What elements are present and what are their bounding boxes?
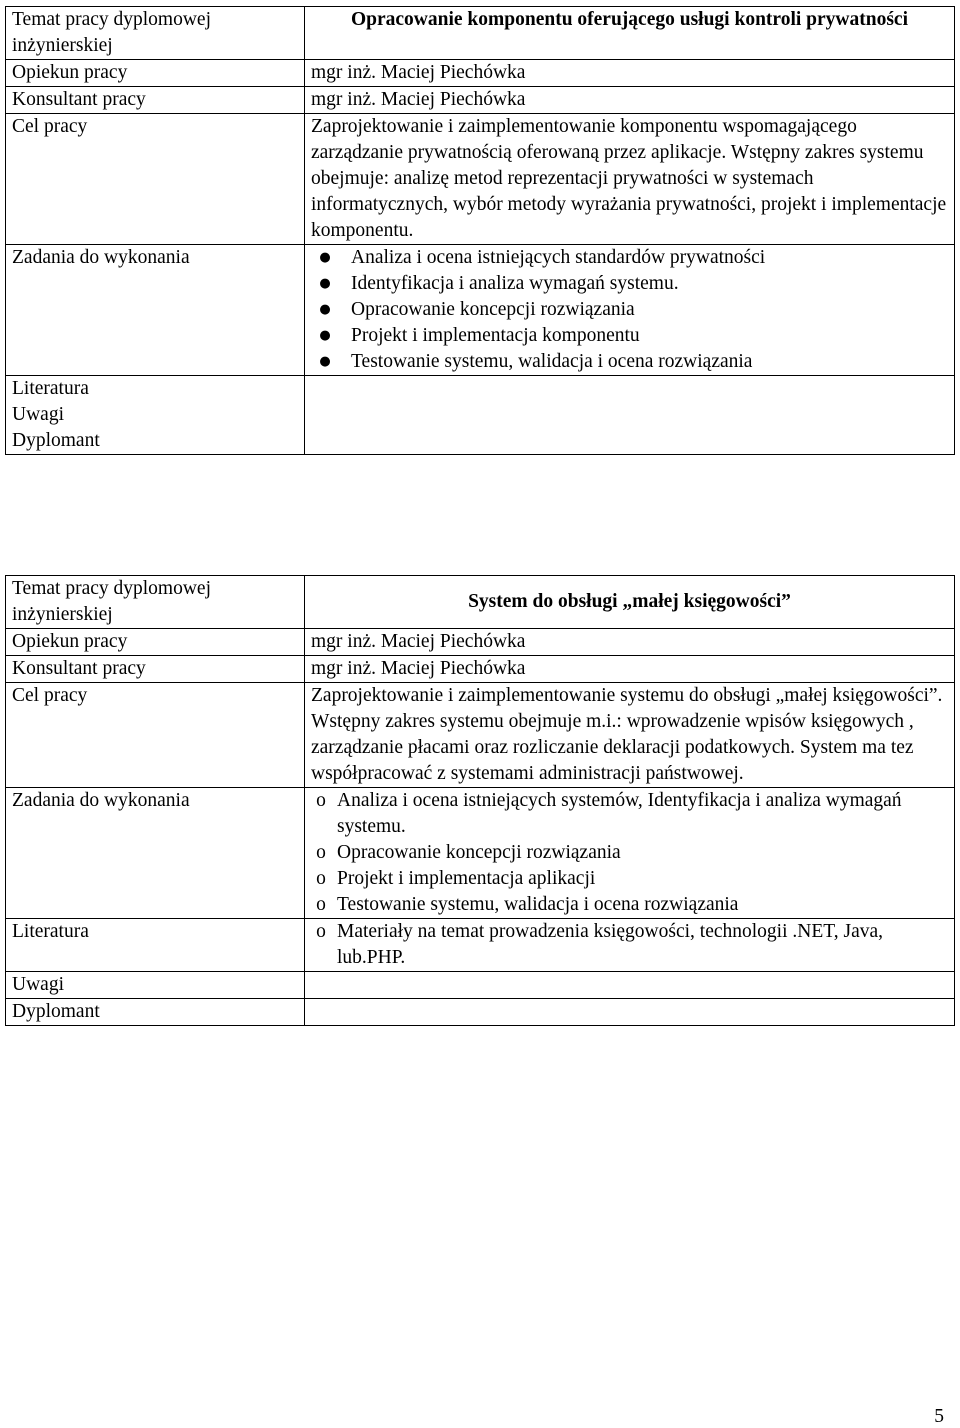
label-dyplomant: Dyplomant: [12, 430, 100, 451]
bullet-icon: ●: [319, 276, 331, 291]
label-dyplomant: Dyplomant: [6, 999, 305, 1026]
value-temat: [305, 576, 955, 629]
list-item: ● Analiza i ocena istniejących standardów prywatności: [311, 245, 948, 271]
literature-list: [311, 919, 948, 971]
label-temat: Temat pracy dyplomowej inżynierskiej: [6, 7, 305, 60]
thesis-title: Opracowanie komponentu oferującego usługi kontroli prywatności: [350, 9, 909, 30]
value-cel: Zaprojektowanie i zaimplementowanie komponentu wspomagającego zarządzanie prywatnością oferowaną przez aplikacje. Wstępny zakres systemu obejmuje: analizę metod reprezentacji prywatności w systemach informatycznych, wybór metody wyrażania prywatności, projekt i implementacje komponentu.: [305, 114, 955, 245]
value-opiekun: mgr inż. Maciej Piechówka: [305, 60, 955, 87]
list-item: ● Projekt i implementacja komponentu: [311, 323, 948, 349]
value-konsultant: mgr inż. Maciej Piechówka: [305, 87, 955, 114]
row-zadania: [6, 788, 955, 919]
row-uwagi: [6, 972, 955, 999]
row-cel: [6, 114, 955, 245]
value-zadania: [305, 788, 955, 919]
value-dyplomant: [305, 999, 955, 1026]
label-cel: Cel pracy: [6, 114, 305, 245]
label-zadania: Zadania do wykonania: [6, 788, 305, 919]
label-literatura: Literatura: [12, 378, 89, 399]
row-literatura: [6, 919, 955, 972]
thesis-table-1: [5, 6, 955, 455]
value-literatura: [305, 919, 955, 972]
list-marker: o: [316, 842, 326, 863]
label-literatura: Literatura: [6, 919, 305, 972]
label-uwagi: Uwagi: [12, 404, 64, 425]
list-item: o Opracowanie koncepcji rozwiązania: [311, 840, 948, 866]
label-temat: Temat pracy dyplomowej inżynierskiej: [6, 576, 305, 629]
row-temat: [6, 7, 955, 60]
list-item: ● Identyfikacja i analiza wymagań systemu.: [311, 271, 948, 297]
list-item: ● Opracowanie koncepcji rozwiązania: [311, 297, 948, 323]
thesis-title: System do obsługi „małej księgowości”: [468, 591, 791, 612]
row-temat: [6, 576, 955, 629]
value-zadania: [305, 245, 955, 376]
label-uwagi: Uwagi: [6, 972, 305, 999]
label-cel: Cel pracy: [6, 683, 305, 788]
bullet-icon: ●: [319, 250, 331, 265]
bullet-icon: ●: [319, 328, 331, 343]
bullet-icon: ●: [319, 354, 331, 369]
row-konsultant: [6, 656, 955, 683]
value-konsultant: mgr inż. Maciej Piechówka: [305, 656, 955, 683]
label-zadania: Zadania do wykonania: [6, 245, 305, 376]
row-cel: [6, 683, 955, 788]
label-konsultant: Konsultant pracy: [6, 656, 305, 683]
task-list: [311, 788, 948, 918]
list-marker: o: [316, 868, 326, 889]
row-konsultant: [6, 87, 955, 114]
value-cel: Zaprojektowanie i zaimplementowanie systemu do obsługi „małej księgowości”. Wstępny zakres systemu obejmuje m.i.: wprowadzenie wpisów księgowych , zarządzanie płacami oraz rozliczanie deklaracji podatkowych. System ma tez współpracować z systemami administracji państwowej.: [305, 683, 955, 788]
value-literatura: [305, 376, 955, 455]
list-marker: o: [316, 894, 326, 915]
list-marker: o: [316, 921, 326, 942]
list-item: ● Testowanie systemu, walidacja i ocena rozwiązania: [311, 349, 948, 375]
list-marker: o: [316, 790, 326, 811]
bullet-icon: ●: [319, 302, 331, 317]
page-number: 5: [934, 1406, 944, 1427]
label-konsultant: Konsultant pracy: [6, 87, 305, 114]
row-opiekun: [6, 60, 955, 87]
row-literatura-uwagi-dyplomant: [6, 376, 955, 455]
value-temat: [305, 7, 955, 60]
thesis-table-2: [5, 575, 955, 1026]
label-stack: [6, 376, 305, 455]
list-item: o Analiza i ocena istniejących systemów, Identyfikacja i analiza wymagań systemu.: [311, 788, 948, 840]
label-opiekun: Opiekun pracy: [6, 629, 305, 656]
label-opiekun: Opiekun pracy: [6, 60, 305, 87]
row-dyplomant: [6, 999, 955, 1026]
row-zadania: [6, 245, 955, 376]
row-opiekun: [6, 629, 955, 656]
value-uwagi: [305, 972, 955, 999]
list-item: o Projekt i implementacja aplikacji: [311, 866, 948, 892]
task-list: [311, 245, 948, 375]
list-item: o Materiały na temat prowadzenia księgowości, technologii .NET, Java, lub.PHP.: [311, 919, 948, 971]
list-item: o Testowanie systemu, walidacja i ocena rozwiązania: [311, 892, 948, 918]
value-opiekun: mgr inż. Maciej Piechówka: [305, 629, 955, 656]
